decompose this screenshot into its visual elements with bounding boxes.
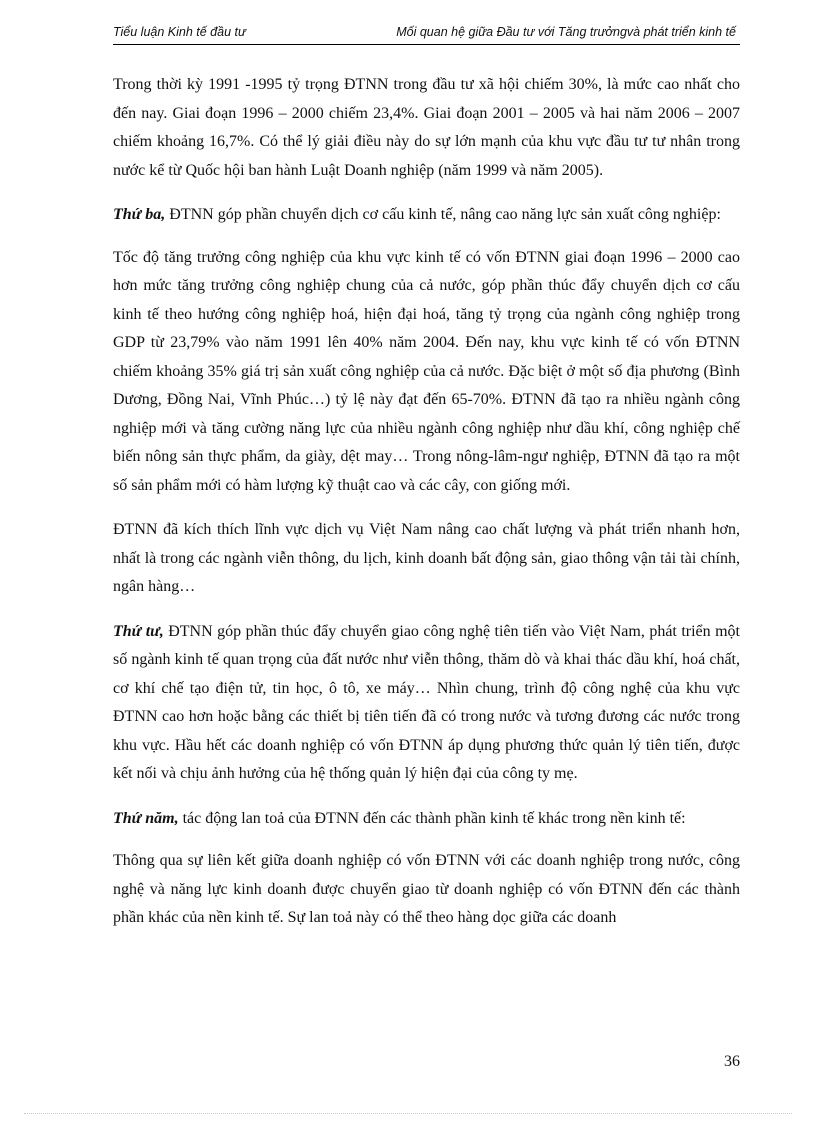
paragraph-services [113, 516, 740, 602]
paragraph-fifth-point [113, 805, 740, 834]
paragraph-industry-growth [113, 244, 740, 501]
paragraph-third-point [113, 201, 740, 230]
paragraph-text: ĐTNN góp phần thúc đẩy chuyển giao công nghệ tiên tiến vào Việt Nam, phát triển một số ngành kinh tế quan trọng của đất nước như viễn thông, thăm dò và khai thác dầu khí, hoá chất, cơ khí chế tạo điện tử, tin học, ô tô, xe máy… Nhìn chung, trình độ công nghệ của khu vực ĐTNN cao hơn hoặc bằng các thiết bị tiên tiến đã có trong nước và tương đương các nước trong khu vực. Hầu hết các doanh nghiệp có vốn ĐTNN áp dụng phương thức quản lý tiên tiến, được kết nối và chịu ảnh hưởng của hệ thống quản lý hiện đại của công ty mẹ. [113, 622, 740, 782]
paragraph-fdi-share [113, 71, 740, 185]
paragraph-text: ĐTNN góp phần chuyển dịch cơ cấu kinh tế, nâng cao năng lực sản xuất công nghiệp: [165, 206, 721, 223]
paragraph-lead: Thứ ba, [113, 206, 166, 223]
paragraph-text: ĐTNN đã kích thích lĩnh vực dịch vụ Việt Nam nâng cao chất lượng và phát triển nhanh hơn, nhất là trong các ngành viễn thông, du lịch, kinh doanh bất động sản, giao thông vận tải tài chính, ngân hàng… [113, 521, 740, 595]
page-body [113, 71, 740, 949]
paragraph-spillover [113, 847, 740, 933]
page-bottom-divider [24, 1113, 792, 1114]
header-document-title: Tiểu luận Kinh tế đầu tư [113, 25, 246, 39]
paragraph-text: tác động lan toả của ĐTNN đến các thành phần kinh tế khác trong nền kinh tế: [178, 809, 686, 827]
paragraph-lead: Thứ năm, [113, 809, 179, 827]
paragraph-text: Tốc độ tăng trưởng công nghiệp của khu vực kinh tế có vốn ĐTNN giai đoạn 1996 – 2000 cao hơn mức tăng trưởng công nghiệp chung của cả nước, góp phần thúc đẩy chuyển dịch cơ cấu kinh tế theo hướng công nghiệp hoá, hiện đại hoá, tăng tỷ trọng của ngành công nghiệp trong GDP từ 23,79% vào năm 1991 lên 40% năm 2004. Đến nay, khu vực kinh tế có vốn ĐTNN chiếm khoảng 35% giá trị sản xuất công nghiệp của cả nước. Đặc biệt ở một số địa phương (Bình Dương, Đồng Nai, Vĩnh Phúc…) tỷ lệ này đạt đến 65-70%. ĐTNN đã tạo ra nhiều ngành công nghiệp mới và tăng cường năng lực của nhiều ngành công nghiệp như dầu khí, công nghiệp chế biến nông sản thực phẩm, da giày, dệt may… Trong nông-lâm-ngư nghiệp, ĐTNN đã tạo ra một số sản phẩm mới có hàm lượng kỹ thuật cao và các cây, con giống mới. [113, 248, 740, 494]
header-section-title: Mối quan hệ giữa Đầu tư với Tăng trưởngvà phát triển kinh tế [396, 25, 736, 39]
page-header [113, 22, 740, 45]
paragraph-text: Thông qua sự liên kết giữa doanh nghiệp có vốn ĐTNN với các doanh nghiệp trong nước, công nghệ và năng lực kinh doanh được chuyển giao từ doanh nghiệp có vốn ĐTNN đến các thành phần khác của nền kinh tế. Sự lan toả này có thể theo hàng dọc giữa các doanh [113, 852, 740, 926]
page-number: 36 [724, 1053, 740, 1070]
paragraph-text: Trong thời kỳ 1991 -1995 tỷ trọng ĐTNN trong đầu tư xã hội chiếm 30%, là mức cao nhất cho đến nay. Giai đoạn 1996 – 2000 chiếm 23,4%. Giai đoạn 2001 – 2005 và hai năm 2006 – 2007 chiếm khoảng 16,7%. Có thể lý giải điều này do sự lớn mạnh của khu vực đầu tư tư nhân trong nước kể từ Quốc hội ban hành Luật Doanh nghiệp (năm 1999 và năm 2005). [113, 76, 740, 179]
paragraph-fourth-point [113, 618, 740, 789]
paragraph-lead: Thứ tư, [113, 622, 164, 640]
